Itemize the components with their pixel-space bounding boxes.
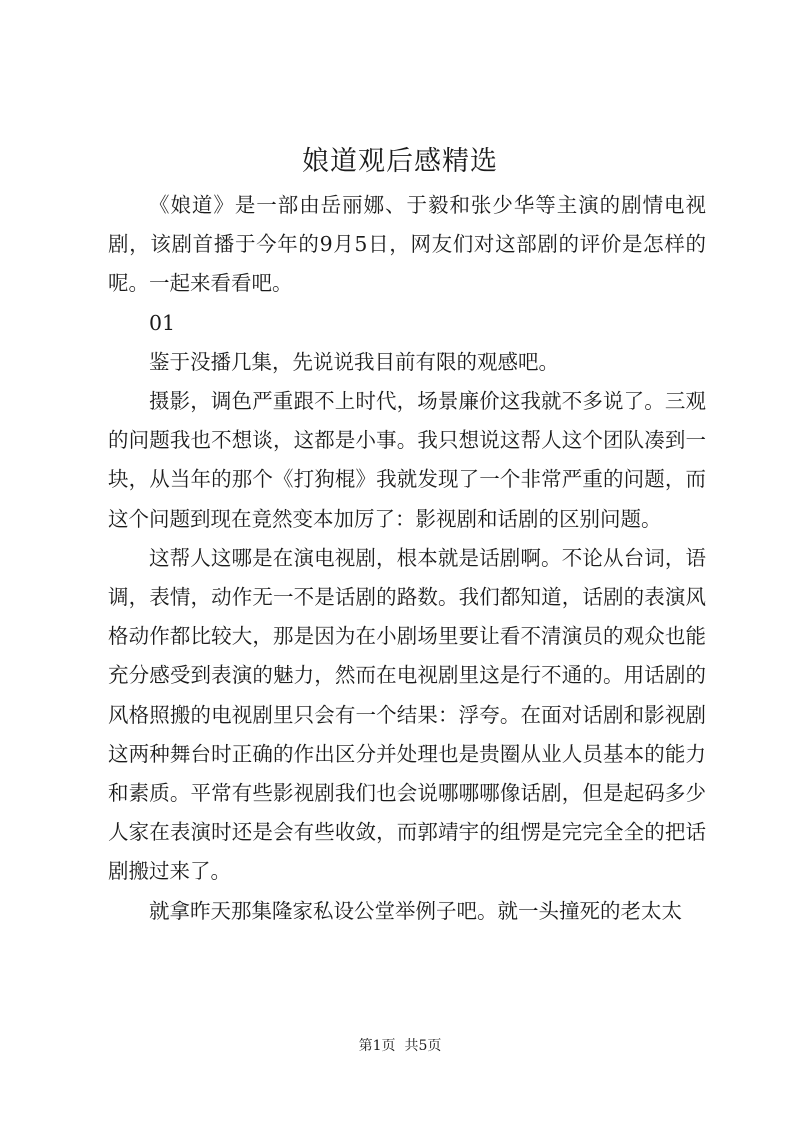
section-number: 01 — [149, 310, 176, 335]
page-footer: 第1页 共5页 — [358, 1038, 442, 1054]
paragraph-intro: 《娘道》是一部由岳丽娜、于毅和张少华等主演的剧情电视剧，该剧首播于今年的9月5日，网友们对这部剧的评价是怎样的呢。一起来看看吧。 — [108, 193, 706, 296]
paragraph-4: 就拿昨天那集隆家私设公堂举例子吧。就一头撞死的老太太 — [149, 898, 682, 923]
document-body — [108, 186, 706, 931]
paragraph-3: 这帮人这哪是在演电视剧，根本就是话剧啊。不论从台词，语调，表情，动作无一不是话剧的路数。我们都知道，话剧的表演风格动作都比较大，那是因为在小剧场里要让看不清演员的观众也能充分感受到表演的魅力，然而在电视剧里这是行不通的。用话剧的风格照搬的电视剧里只会有一个结果：浮夸。在面对话剧和影视剧这两种舞台时正确的作出区分并处理也是贵圈从业人员基本的能力和素质。平常有些影视剧我们也会说哪哪哪像话剧，但是起码多少人家在表演时还是会有些收敛，而郭靖宇的组愣是完完全全的把话剧搬过来了。 — [108, 545, 706, 884]
paragraph-2: 摄影，调色严重跟不上时代，场景廉价这我就不多说了。三观的问题我也不想谈，这都是小事。我只想说这帮人这个团队凑到一块，从当年的那个《打狗棍》我就发现了一个非常严重的问题，而这个问题到现在竟然变本加厉了：影视剧和话剧的区别问题。 — [108, 389, 706, 531]
page-title: 娘道观后感精选 — [302, 146, 498, 177]
paragraph-1: 鉴于没播几集，先说说我目前有限的观感吧。 — [149, 349, 559, 374]
